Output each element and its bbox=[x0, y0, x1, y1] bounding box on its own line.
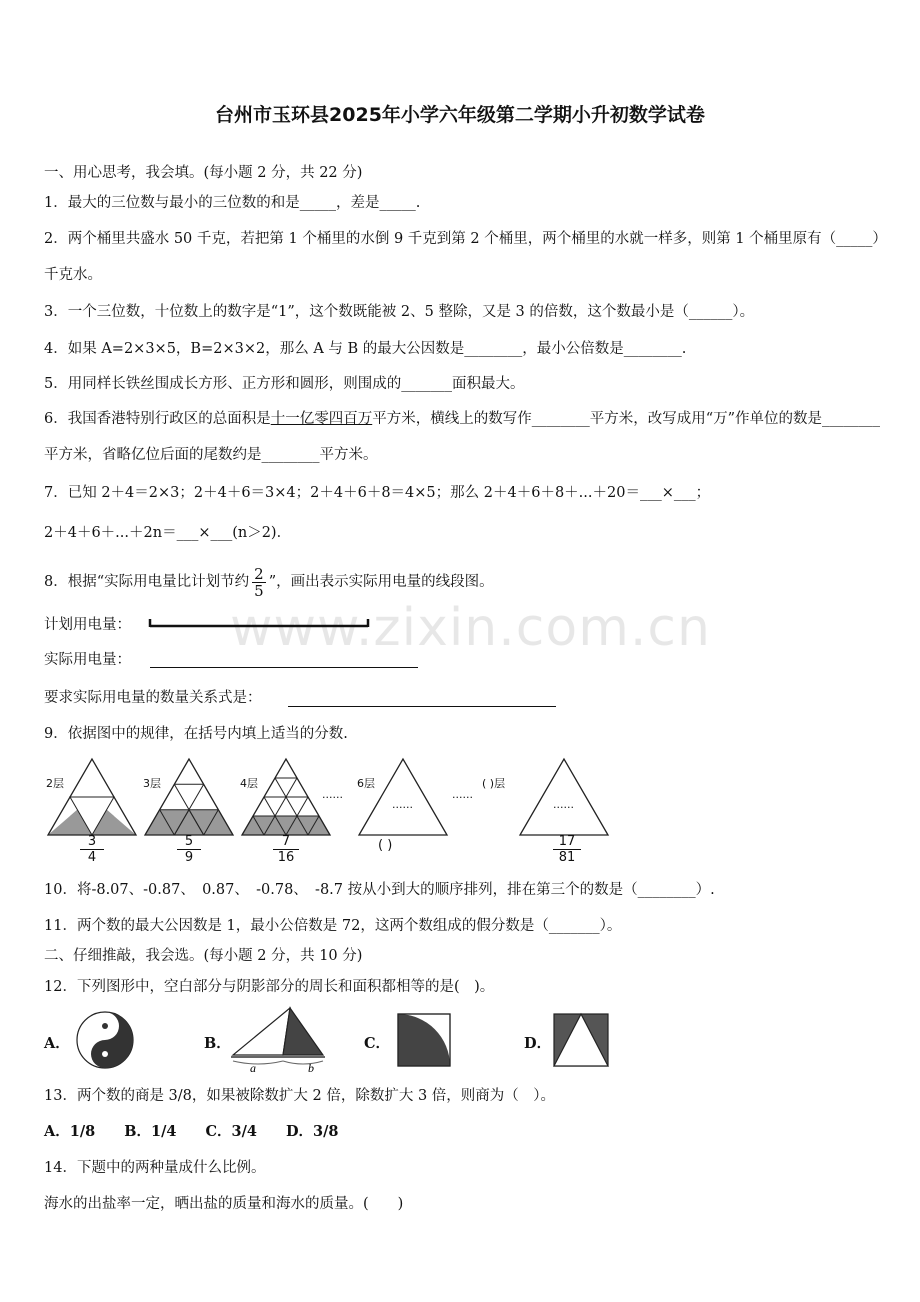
q6-text-a: 6．我国香港特别行政区的总面积是 bbox=[44, 411, 271, 427]
q8-text-b: ”，画出表示实际用电量的线段图。 bbox=[268, 574, 494, 590]
ellipsis-dots-2: ...... bbox=[452, 788, 473, 801]
q6-underlined: 十一亿零四百万 bbox=[270, 411, 373, 427]
fig5-tag: ( )层 bbox=[482, 777, 506, 790]
fig1-den: 4 bbox=[87, 850, 97, 865]
fig4-tag: 6层 bbox=[357, 777, 375, 790]
fig5-fraction bbox=[553, 834, 581, 865]
frac-den: 5 bbox=[254, 581, 264, 600]
label-b: b bbox=[308, 1061, 314, 1073]
question-11: 11．两个数的最大公因数是 1，最小公倍数是 72，这两个数组成的假分数是（_______）。 bbox=[44, 918, 622, 934]
question-10: 10．将-8.07、-0.87、 0.87、 -0.78、 -8.7 按从小到大的顺序排列，排在第三个的数是（________）. bbox=[44, 882, 715, 898]
fig3-den: 16 bbox=[277, 850, 295, 865]
fig3-tag: 4层 bbox=[240, 777, 258, 790]
plan-segment bbox=[145, 617, 375, 631]
question-14-sub: 海水的出盐率一定，晒出盐的质量和海水的质量。( ) bbox=[44, 1196, 404, 1212]
question-9: 9．依据图中的规律，在括号内填上适当的分数. bbox=[44, 726, 348, 742]
question-14: 14．下题中的两种量成什么比例。 bbox=[44, 1160, 266, 1176]
page-title: 台州市玉环县2025年小学六年级第二学期小升初数学试卷 bbox=[215, 104, 705, 126]
fig4-inner-dots: ...... bbox=[392, 798, 413, 811]
relation-blank-line bbox=[288, 706, 556, 707]
question-7-line1: 7．已知 2＋4＝2×3；2＋4＋6＝3×4；2＋4＋6＋8＝4×5；那么 2＋4＋6＋8＋...＋20＝___×___； bbox=[44, 485, 711, 501]
fraction-2-5 bbox=[252, 566, 266, 599]
question-4: 4．如果 A=2×3×5，B=2×3×2，那么 A 与 B 的最大公因数是________，最小公倍数是________. bbox=[44, 341, 687, 357]
question-3: 3．一个三位数，十位数上的数字是“1”，这个数既能被 2、5 整除，又是 3 的倍数，这个数最小是（______）。 bbox=[44, 304, 755, 320]
question-13: 13．两个数的商是 3/8，如果被除数扩大 2 倍，除数扩大 3 倍，则商为（ ）。 bbox=[44, 1088, 556, 1104]
fig5-num: 17 bbox=[553, 834, 581, 850]
fig2-tag: 3层 bbox=[143, 777, 161, 790]
fig4-answer: ( ) bbox=[378, 838, 393, 853]
q8-text-a: 8．根据“实际用电量比计划节约 bbox=[44, 574, 250, 590]
label-a: a bbox=[250, 1061, 256, 1073]
plan-label: 计划用电量： bbox=[44, 617, 131, 633]
fig1-num: 3 bbox=[80, 834, 104, 850]
question-12: 12．下列图形中，空白部分与阴影部分的周长和面积都相等的是( )。 bbox=[44, 979, 495, 995]
fig3-num: 7 bbox=[273, 834, 299, 850]
fig2-den: 9 bbox=[184, 850, 194, 865]
question-1: 1．最大的三位数与最小的三位数的和是_____，差是_____. bbox=[44, 195, 421, 211]
actual-label: 实际用电量： bbox=[44, 652, 131, 668]
q6-text-b: 平方米，横线上的数写作________平方米，改写成用“万”作单位的数是________平方米，省略亿位后面的尾数约是________平方米。 bbox=[44, 411, 881, 463]
fig5-inner-dots: ...... bbox=[553, 798, 574, 811]
option-b-label[interactable]: B． bbox=[204, 1035, 231, 1052]
fig2-fraction bbox=[177, 834, 201, 865]
section-heading-2: 二、仔细推敲，我会选。(每小题 2 分，共 10 分) bbox=[44, 948, 363, 964]
quarter-circle-figure[interactable] bbox=[396, 1012, 452, 1068]
fig2-num: 5 bbox=[177, 834, 201, 850]
relation-label: 要求实际用电量的数量关系式是： bbox=[44, 690, 262, 706]
fig5-den: 81 bbox=[558, 850, 576, 865]
fig1-fraction bbox=[80, 834, 104, 865]
option-c-label[interactable]: C． bbox=[364, 1035, 391, 1052]
fig1-tag: 2层 bbox=[46, 777, 64, 790]
question-7-line2: 2＋4＋6＋...＋2n＝___×___(n＞2)． bbox=[44, 525, 292, 541]
section-heading-1: 一、用心思考，我会填。(每小题 2 分，共 22 分) bbox=[44, 165, 363, 181]
question-5: 5．用同样长铁丝围成长方形、正方形和圆形，则围成的_______面积最大。 bbox=[44, 376, 525, 392]
option-d-label[interactable]: D． bbox=[524, 1035, 552, 1052]
question-6 bbox=[44, 401, 884, 473]
ellipsis-dots-1: ...... bbox=[322, 788, 343, 801]
watermark: www.zixin.com.cn bbox=[230, 598, 711, 658]
question-13-choices[interactable]: A．1/8 B．1/4 C．3/4 D．3/8 bbox=[44, 1123, 339, 1140]
option-a-label[interactable]: A． bbox=[44, 1035, 70, 1052]
triangle-ab-figure[interactable] bbox=[228, 1005, 328, 1073]
question-8 bbox=[44, 561, 494, 603]
frac-num: 2 bbox=[254, 564, 264, 583]
actual-blank-line bbox=[150, 667, 418, 668]
yin-yang-figure[interactable] bbox=[73, 1010, 163, 1070]
question-2: 2．两个桶里共盛水 50 千克，若把第 1 个桶里的水倒 9 千克到第 2 个桶里，两个桶里的水就一样多，则第 1 个桶里原有（_____）千克水。 bbox=[44, 231, 880, 283]
square-triangle-figure[interactable] bbox=[552, 1012, 610, 1068]
fig3-fraction bbox=[273, 834, 299, 865]
